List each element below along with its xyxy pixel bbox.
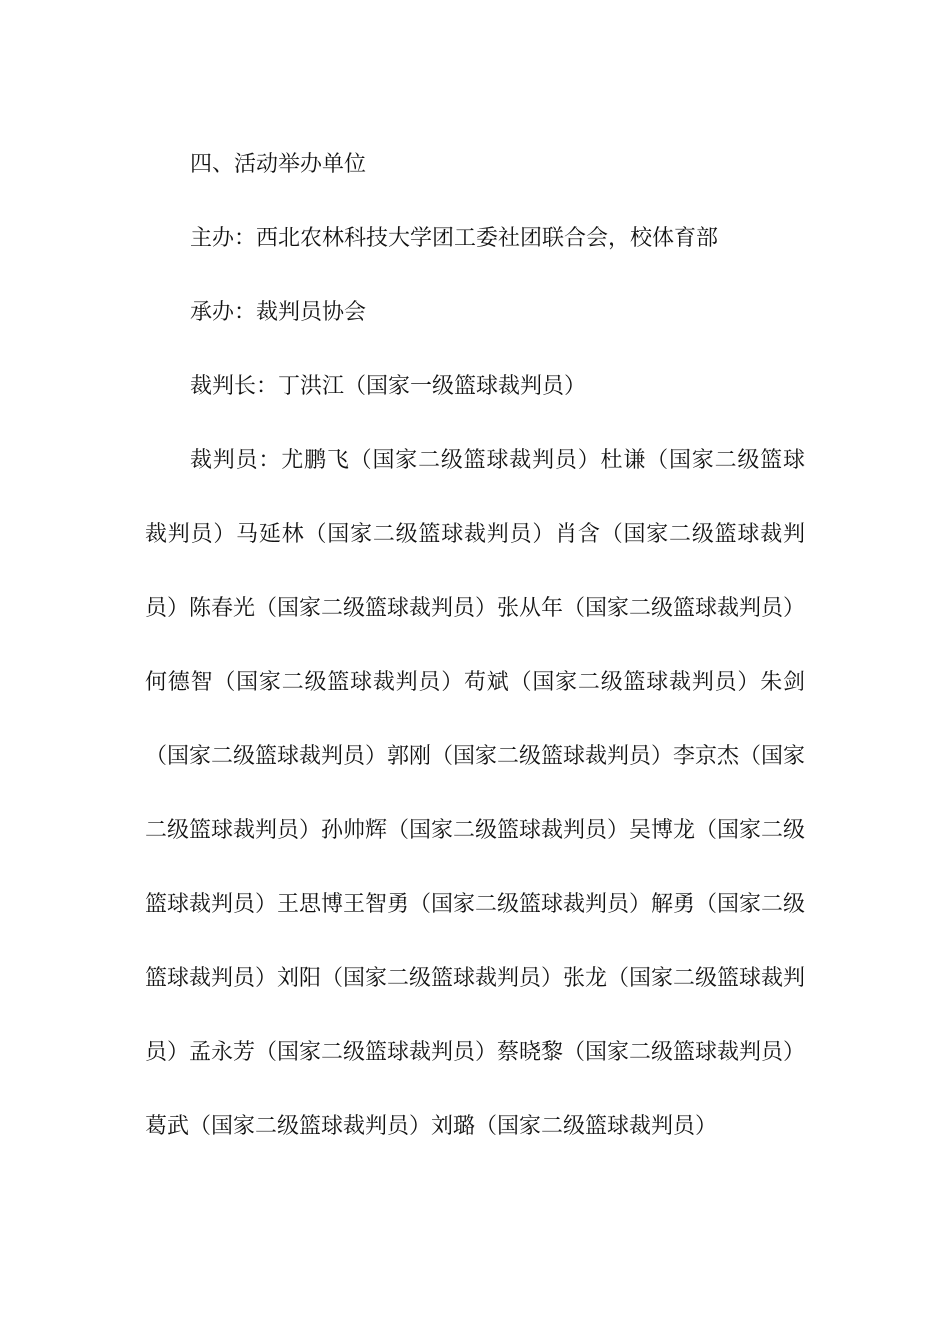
organizer-paragraph: 主办：西北农林科技大学团工委社团联合会，校体育部: [190, 226, 719, 251]
co-organizer-paragraph: 承办：裁判员协会: [190, 300, 367, 325]
chief-referee-paragraph: 裁判长：丁洪江（国家一级篮球裁判员）: [190, 374, 587, 399]
document-body: [145, 128, 805, 1164]
referees-paragraph: 裁判员：尤鹏飞（国家二级篮球裁判员）杜谦（国家二级篮球裁判员）马延林（国家二级篮球裁判员）肖含（国家二级篮球裁判员）陈春光（国家二级篮球裁判员）张从年（国家二级篮球裁判员）何德智（国家二级篮球裁判员）苟斌（国家二级篮球裁判员）朱剑（国家二级篮球裁判员）郭刚（国家二级篮球裁判员）李京杰（国家二级篮球裁判员）孙帅辉（国家二级篮球裁判员）吴博龙（国家二级篮球裁判员）王思博王智勇（国家二级篮球裁判员）解勇（国家二级篮球裁判员）刘阳（国家二级篮球裁判员）张龙（国家二级篮球裁判员）孟永芳（国家二级篮球裁判员）蔡晓黎（国家二级篮球裁判员）葛武（国家二级篮球裁判员）刘璐（国家二级篮球裁判员）: [145, 448, 806, 1139]
section-heading: 四、活动举办单位: [190, 152, 367, 177]
